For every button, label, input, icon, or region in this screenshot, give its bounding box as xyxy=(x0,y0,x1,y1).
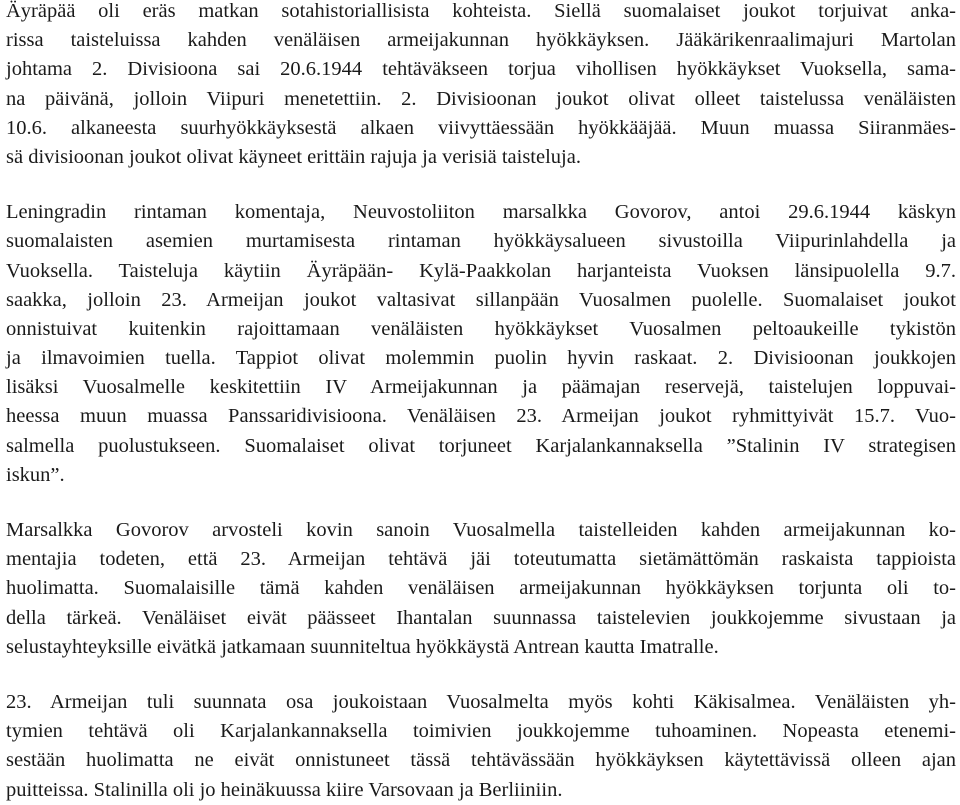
text-line: na päivänä, jolloin Viipuri menetettiin. 2. Divisioonan joukot olivat olleet taistelussa venäläisten xyxy=(6,87,956,110)
text-line: mentajia todeten, että 23. Armeijan tehtävä jäi toteutumatta sietämättömän raskaista tappioista xyxy=(6,548,956,571)
text-line: saakka, jolloin 23. Armeijan joukot valtasivat sillanpään Vuosalmen puolelle. Suomalaiset joukot xyxy=(6,288,956,311)
paragraph-govorov-order xyxy=(6,198,956,490)
paragraph-23rd-army xyxy=(6,688,956,805)
paragraph-ayrapaa-intro xyxy=(6,0,956,172)
text-line: puitteissa. Stalinilla oli jo heinäkuussa kiire Varsovaan ja Berliiniin. xyxy=(6,778,563,801)
text-line: onnistuivat kuitenkin rajoittamaan venäläisten hyökkäykset Vuosalmen peltoaukeille tykistön xyxy=(6,317,956,340)
text-line: sestään huolimatta ne eivät onnistuneet tässä tehtävässään hyökkäyksen käytettävissä olleen ajan xyxy=(6,749,956,772)
text-line: iskun”. xyxy=(6,463,65,486)
text-line: huolimatta. Suomalaisille tämä kahden venäläisen armeijakunnan hyökkäyksen torjunta oli to- xyxy=(6,577,956,600)
text-line: Leningradin rintaman komentaja, Neuvostoliiton marsalkka Govorov, antoi 29.6.1944 käskyn xyxy=(6,201,956,224)
text-line: johtama 2. Divisioona sai 20.6.1944 tehtäväkseen torjua vihollisen hyökkäykset Vuoksella, sama- xyxy=(6,58,956,81)
text-line: 10.6. alkaneesta suurhyökkäyksestä alkaen viivyttäessään hyökkääjää. Muun muassa Siiranmäes- xyxy=(6,116,956,139)
text-line: sä divisioonan joukot olivat käyneet erittäin rajuja ja verisiä taisteluja. xyxy=(6,145,581,168)
text-line: selustayhteyksille eivätkä jatkamaan suunniteltua hyökkäystä Antrean kautta Imatralle. xyxy=(6,635,719,658)
text-line: ja ilmavoimien tuella. Tappiot olivat molemmin puolin hyvin raskaat. 2. Divisioonan joukkojen xyxy=(6,347,956,370)
text-line: Marsalkka Govorov arvosteli kovin sanoin Vuosalmella taistelleiden kahden armeijakunnan ko- xyxy=(6,519,956,541)
text-line: 23. Armeijan tuli suunnata osa joukoistaan Vuosalmelta myös kohti Käkisalmea. Venäläisten yh- xyxy=(6,690,956,713)
text-line: lisäksi Vuosalmelle keskitettiin IV Armeijakunnan ja päämajan reservejä, taistelujen loppuvai- xyxy=(6,376,956,399)
paragraph-govorov-criticism xyxy=(6,516,956,662)
text-line: suomalaisten asemien murtamisesta rintaman hyökkäysalueen sivustoilla Viipurinlahdella ja xyxy=(6,230,956,253)
text-line: tymien tehtävä oli Karjalankannaksella toimivien joukkojemme tuhoaminen. Nopeasta etenemi- xyxy=(6,720,956,743)
text-line: della tärkeä. Venäläiset eivät päässeet Ihantalan suunnassa taistelevien joukkojemme sivustaan ja xyxy=(6,606,956,629)
text-line: rissa taisteluissa kahden venäläisen armeijakunnan hyökkäyksen. Jääkärikenraalimajuri Martolan xyxy=(6,29,956,52)
text-line: heessa muun muassa Panssaridivisioona. Venäläisen 23. Armeijan joukot ryhmittyivät 15.7. Vuo- xyxy=(6,405,956,428)
text-line: salmella puolustukseen. Suomalaiset olivat torjuneet Karjalankannaksella ”Stalinin IV strategisen xyxy=(6,434,956,457)
document-page xyxy=(6,0,956,805)
text-line: Äyräpää oli eräs matkan sotahistoriallisista kohteista. Siellä suomalaiset joukot torjuivat anka- xyxy=(6,0,956,22)
text-line: Vuoksella. Taisteluja käytiin Äyräpään- Kylä-Paakkolan harjanteista Vuoksen länsipuolella 9.7. xyxy=(6,259,956,282)
